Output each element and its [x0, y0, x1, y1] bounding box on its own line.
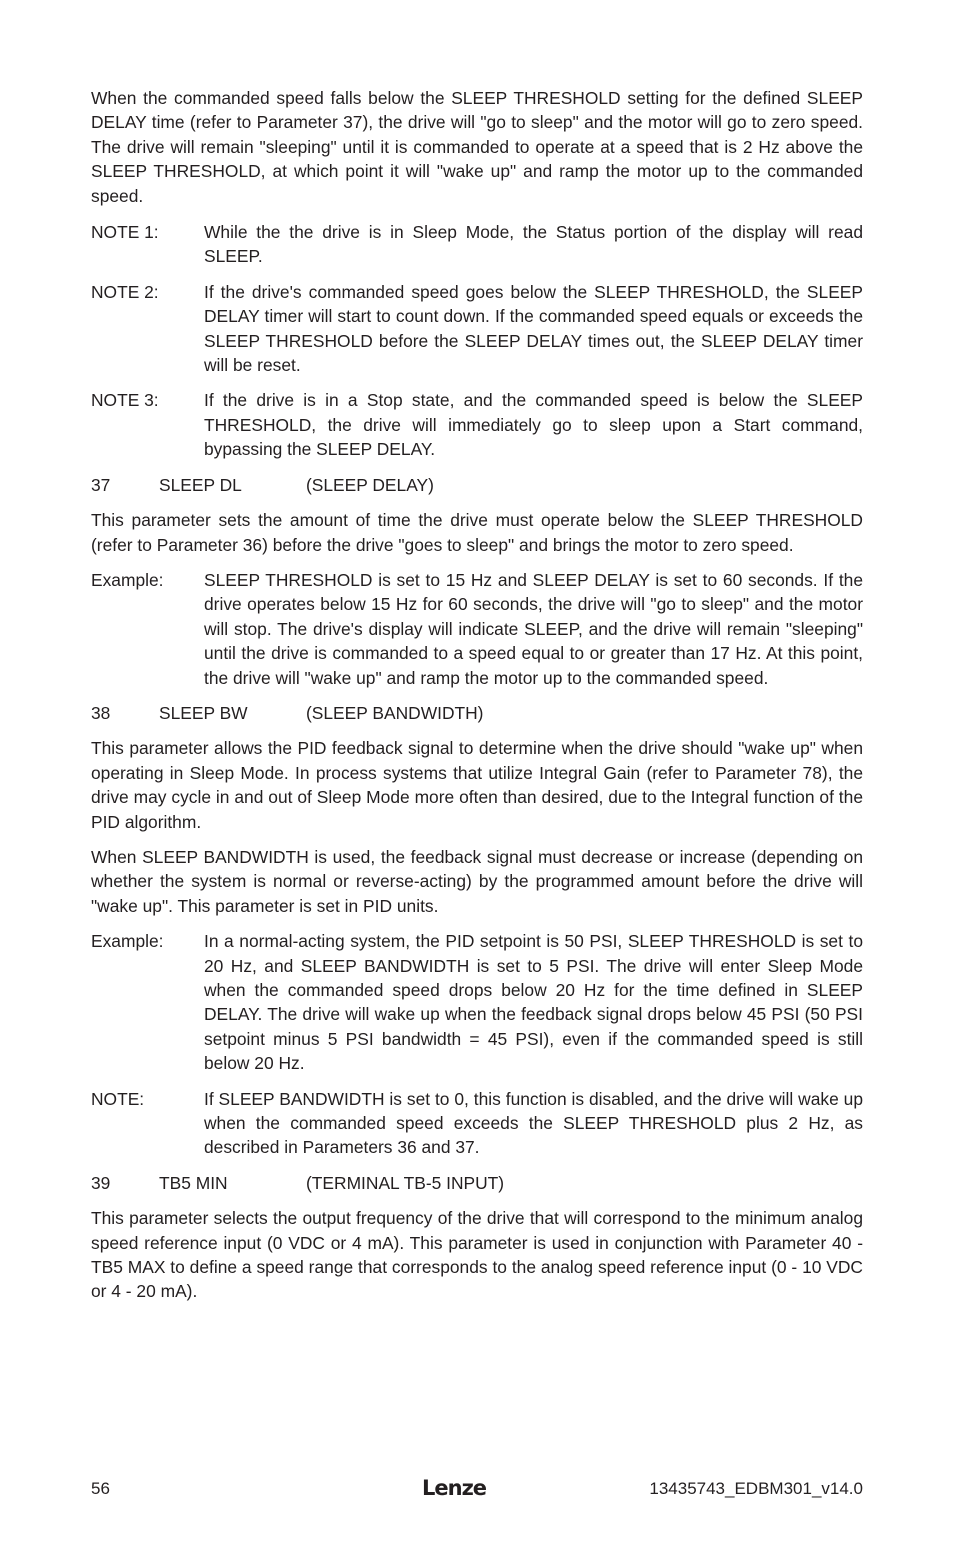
- param-number: 38: [91, 702, 111, 723]
- note-label: NOTE 2:: [91, 281, 159, 302]
- intro-paragraph: When the commanded speed falls below the SLEEP THRESHOLD setting for the defined SLEEP DELAY time (refer to Parameter 37), the drive will "go to sleep" and the motor will go to zero speed. The drive will remain "sleeping" until it is commanded to operate at a speed that is 2 Hz above the SLEEP THRESHOLD, at which point it will "wake up" and ramp the motor up to the commanded speed.: [91, 88, 863, 206]
- param-38-heading: [91, 701, 863, 725]
- example-text: In a normal-acting system, the PID setpoint is 50 PSI, SLEEP THRESHOLD is set to 20 Hz, and SLEEP BANDWIDTH is set to 5 PSI. The drive will enter Sleep Mode when the commanded speed drops below 20 Hz for the time defined in SLEEP DELAY. The drive will wake up when the feedback signal drops below 45 PSI (50 PSI setpoint minus 5 PSI bandwidth = 45 PSI), even if the commanded speed is still below 20 Hz.: [204, 931, 863, 1074]
- param-37-description: This parameter sets the amount of time the drive must operate below the SLEEP THRESHOLD (refer to Parameter 36) before the drive "goes to sleep" and brings the motor to zero speed.: [91, 510, 863, 555]
- note-text: If the drive is in a Stop state, and the commanded speed is below the SLEEP THRESHOLD, the drive will immediately go to sleep upon a Start command, bypassing the SLEEP DELAY.: [204, 390, 863, 460]
- param-38-description-2: When SLEEP BANDWIDTH is used, the feedback signal must decrease or increase (depending on whether the system is normal or reverse-acting) by the programmed amount before the drive will "wake up". This parameter is set in PID units.: [91, 846, 863, 916]
- example-label: Example:: [91, 931, 164, 952]
- lenze-logo: Lenze: [422, 1476, 487, 1500]
- param-37-example: [91, 568, 863, 690]
- param-full-name: (TERMINAL TB-5 INPUT): [306, 1172, 505, 1193]
- param-38-note: [91, 1087, 863, 1160]
- note-label: NOTE 1:: [91, 222, 159, 243]
- note-text: If the drive's commanded speed goes below the SLEEP THRESHOLD, the SLEEP DELAY timer will start to count down. If the commanded speed equals or exceeds the SLEEP THRESHOLD before the SLEEP DELAY times out, the SLEEP DELAY timer will be reset.: [204, 281, 863, 376]
- param-code: SLEEP BW: [159, 702, 248, 723]
- note-2: [91, 280, 863, 378]
- note-label: NOTE 3:: [91, 390, 159, 411]
- param-code: TB5 MIN: [159, 1172, 228, 1193]
- param-38-description-1: This parameter allows the PID feedback signal to determine when the drive should "wake up" when operating in Sleep Mode. In process systems that utilize Integral Gain (refer to Parameter 78), the drive may cycle in and out of Sleep Mode more often than desired, due to the Integral function of the PID algorithm.: [91, 738, 863, 832]
- param-39-description: This parameter selects the output frequency of the drive that will correspond to the minimum analog speed reference input (0 VDC or 4 mA). This parameter is used in conjunction with Parameter 40 - TB5 MAX to define a speed range that corresponds to the analog speed reference input (0 - 10 VDC or 4 - 20 mA).: [91, 1208, 863, 1302]
- param-39-heading: [91, 1171, 863, 1195]
- param-full-name: (SLEEP DELAY): [306, 474, 434, 495]
- note-label: NOTE:: [91, 1088, 145, 1109]
- example-label: Example:: [91, 569, 164, 590]
- page-number: 56: [91, 1479, 110, 1498]
- example-text: SLEEP THRESHOLD is set to 15 Hz and SLEEP DELAY is set to 60 seconds. If the drive operates below 15 Hz for 60 seconds, the drive will "go to sleep" and the motor will stop. The drive's display will indicate SLEEP, and the drive will remain "sleeping" until the drive is commanded to a speed equal to or greater than 17 Hz. At this point, the drive will "wake up" and ramp the motor up to the commanded speed.: [204, 569, 863, 688]
- note-text: If SLEEP BANDWIDTH is set to 0, this function is disabled, and the drive will wake up when the commanded speed exceeds the SLEEP THRESHOLD plus 2 Hz, as described in Parameters 36 and 37.: [204, 1088, 863, 1158]
- note-3: [91, 388, 863, 461]
- param-code: SLEEP DL: [159, 474, 242, 495]
- note-text: While the the drive is in Sleep Mode, the Status portion of the display will read SLEEP.: [204, 222, 863, 267]
- param-38-example: [91, 929, 863, 1075]
- param-37-heading: [91, 473, 863, 497]
- note-1: [91, 220, 863, 269]
- page-footer: [91, 1476, 863, 1504]
- param-full-name: (SLEEP BANDWIDTH): [306, 702, 484, 723]
- param-number: 39: [91, 1172, 111, 1193]
- document-number: 13435743_EDBM301_v14.0: [649, 1479, 863, 1498]
- param-number: 37: [91, 474, 111, 495]
- page-content: [91, 86, 863, 1315]
